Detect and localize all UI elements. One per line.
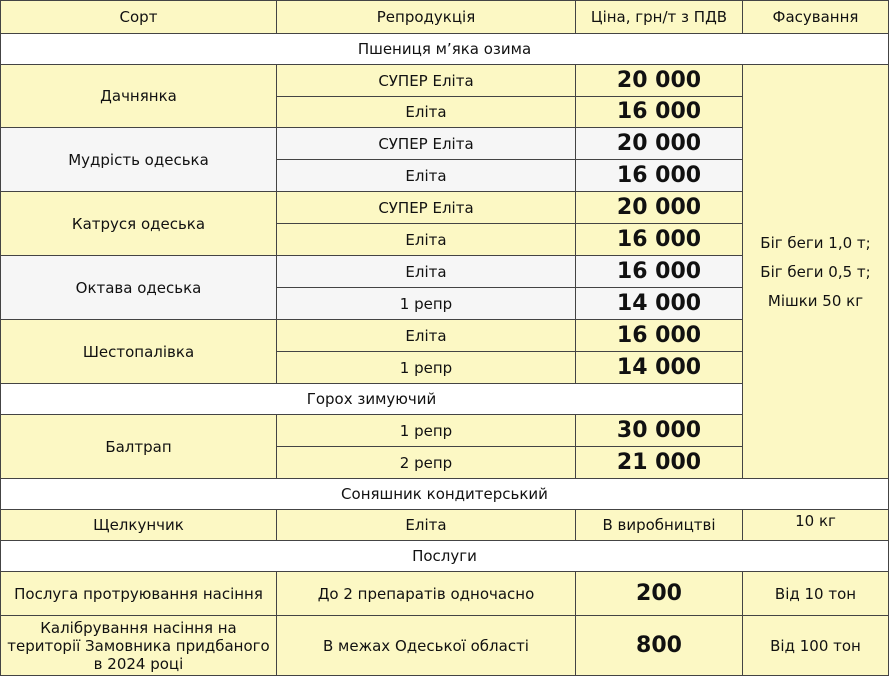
packaging-cell bbox=[743, 65, 889, 479]
header-variety: Сорт bbox=[1, 1, 277, 34]
reproduction-cell: Еліта bbox=[277, 97, 576, 128]
reproduction-cell: 1 репр bbox=[277, 415, 576, 447]
reproduction-cell: СУПЕР Еліта bbox=[277, 128, 576, 160]
price-cell: 16 000 bbox=[576, 224, 743, 256]
variety-name: Катруся одеська bbox=[1, 192, 277, 256]
service-name: Послуга протруювання насіння bbox=[1, 572, 277, 616]
price-cell: 200 bbox=[576, 572, 743, 616]
section-row bbox=[1, 479, 889, 510]
packaging-line: Мішки 50 кг bbox=[767, 291, 864, 310]
table-row bbox=[1, 65, 889, 97]
variety-name: Дачнянка bbox=[1, 65, 277, 128]
table-row bbox=[1, 616, 889, 676]
reproduction-cell: Еліта bbox=[277, 256, 576, 288]
service-conditions: До 2 препаратів одночасно bbox=[277, 572, 576, 616]
price-cell: 16 000 bbox=[576, 256, 743, 288]
section-row bbox=[1, 541, 889, 572]
reproduction-cell: 1 репр bbox=[277, 288, 576, 320]
packaging-line: Біг беги 0,5 т; bbox=[760, 262, 871, 281]
price-cell: 14 000 bbox=[576, 352, 743, 384]
header-price: Ціна, грн/т з ПДВ bbox=[576, 1, 743, 34]
section-row bbox=[1, 34, 889, 65]
service-name: Калібрування насіння на території Замовника придбаного в 2024 році bbox=[1, 616, 277, 676]
section-peas: Горох зимуючий bbox=[1, 384, 743, 415]
header-packaging: Фасування bbox=[743, 1, 889, 34]
reproduction-cell: СУПЕР Еліта bbox=[277, 65, 576, 97]
reproduction-cell: Еліта bbox=[277, 224, 576, 256]
table-row bbox=[1, 572, 889, 616]
price-cell: 16 000 bbox=[576, 320, 743, 352]
reproduction-cell: Еліта bbox=[277, 160, 576, 192]
table-row bbox=[1, 510, 889, 541]
price-cell: 16 000 bbox=[576, 97, 743, 128]
variety-name: Щелкунчик bbox=[1, 510, 277, 541]
reproduction-cell: 2 репр bbox=[277, 447, 576, 479]
packaging-cell: Від 10 тон bbox=[743, 572, 889, 616]
price-cell: 21 000 bbox=[576, 447, 743, 479]
section-services: Послуги bbox=[1, 541, 889, 572]
reproduction-cell: 1 репр bbox=[277, 352, 576, 384]
header-row bbox=[1, 1, 889, 34]
packaging-cell: 10 кг bbox=[743, 510, 889, 541]
reproduction-cell: СУПЕР Еліта bbox=[277, 192, 576, 224]
price-cell: 20 000 bbox=[576, 192, 743, 224]
service-conditions: В межах Одеської області bbox=[277, 616, 576, 676]
reproduction-cell: Еліта bbox=[277, 510, 576, 541]
price-cell: 16 000 bbox=[576, 160, 743, 192]
price-cell: 14 000 bbox=[576, 288, 743, 320]
variety-name: Октава одеська bbox=[1, 256, 277, 320]
reproduction-cell: Еліта bbox=[277, 320, 576, 352]
variety-name: Мудрість одеська bbox=[1, 128, 277, 192]
section-wheat: Пшениця м’яка озима bbox=[1, 34, 889, 65]
packaging-cell: Від 100 тон bbox=[743, 616, 889, 676]
section-sunflower: Соняшник кондитерський bbox=[1, 479, 889, 510]
price-cell: 20 000 bbox=[576, 65, 743, 97]
packaging-line: Біг беги 1,0 т; bbox=[760, 233, 871, 252]
price-cell: 20 000 bbox=[576, 128, 743, 160]
header-reproduction: Репродукція bbox=[277, 1, 576, 34]
price-cell: 800 bbox=[576, 616, 743, 676]
price-cell: 30 000 bbox=[576, 415, 743, 447]
variety-name: Шестопалівка bbox=[1, 320, 277, 384]
variety-name: Балтрап bbox=[1, 415, 277, 479]
price-cell: В виробництві bbox=[576, 510, 743, 541]
